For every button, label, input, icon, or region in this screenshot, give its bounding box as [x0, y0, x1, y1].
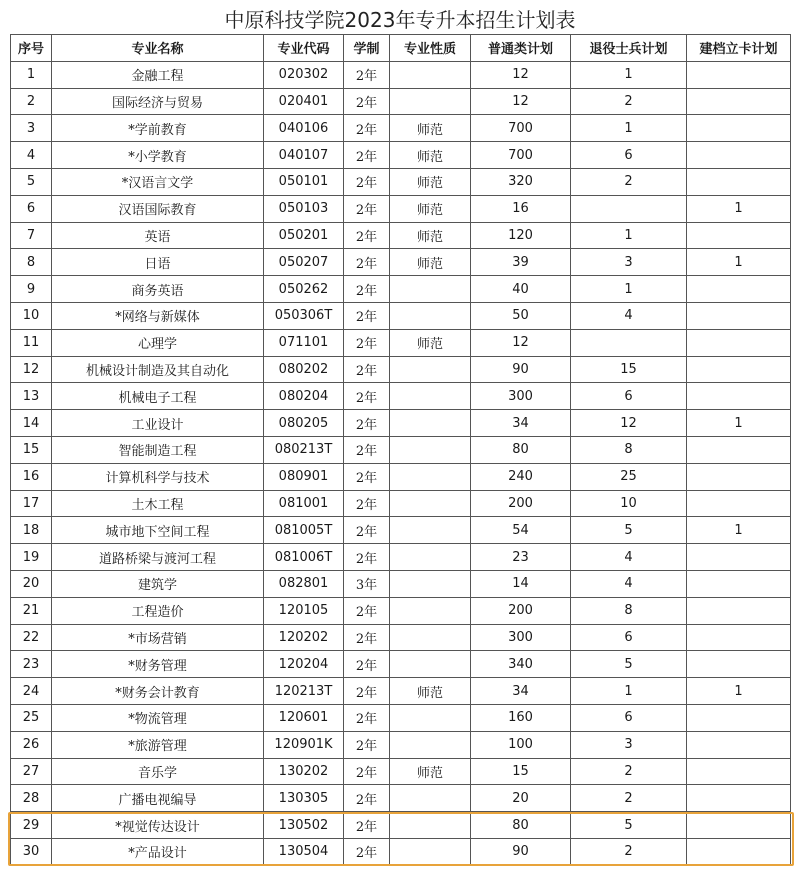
cell-major-name: *小学教育	[52, 142, 264, 169]
cell-duration: 2年	[344, 329, 390, 356]
cell-general-plan: 12	[471, 88, 571, 115]
cell-duration: 2年	[344, 731, 390, 758]
table-row	[11, 88, 791, 115]
cell-major-code: 080213T	[264, 436, 344, 463]
cell-veteran-plan: 8	[571, 597, 687, 624]
cell-poverty-plan	[687, 222, 791, 249]
cell-major-type: 师范	[390, 758, 471, 785]
cell-poverty-plan	[687, 731, 791, 758]
cell-major-type: 师范	[390, 222, 471, 249]
cell-major-code: 050201	[264, 222, 344, 249]
cell-index: 7	[11, 222, 52, 249]
cell-index: 3	[11, 115, 52, 142]
cell-major-type	[390, 61, 471, 88]
cell-poverty-plan	[687, 276, 791, 303]
cell-veteran-plan: 1	[571, 115, 687, 142]
col-header-duration: 学制	[344, 35, 390, 62]
table-row	[11, 597, 791, 624]
cell-duration: 2年	[344, 597, 390, 624]
cell-poverty-plan	[687, 88, 791, 115]
cell-index: 6	[11, 195, 52, 222]
cell-major-code: 130502	[264, 812, 344, 839]
cell-general-plan: 90	[471, 838, 571, 865]
table-row	[11, 276, 791, 303]
table-row	[11, 570, 791, 597]
cell-poverty-plan: 1	[687, 678, 791, 705]
cell-poverty-plan: 1	[687, 249, 791, 276]
cell-index: 10	[11, 302, 52, 329]
cell-index: 14	[11, 410, 52, 437]
cell-veteran-plan: 2	[571, 838, 687, 865]
cell-major-code: 080204	[264, 383, 344, 410]
cell-major-type	[390, 624, 471, 651]
cell-major-code: 081006T	[264, 544, 344, 571]
cell-major-name: 心理学	[52, 329, 264, 356]
cell-index: 27	[11, 758, 52, 785]
cell-general-plan: 80	[471, 812, 571, 839]
cell-poverty-plan	[687, 597, 791, 624]
cell-general-plan: 14	[471, 570, 571, 597]
cell-major-name: 计算机科学与技术	[52, 463, 264, 490]
cell-veteran-plan: 6	[571, 704, 687, 731]
cell-poverty-plan	[687, 329, 791, 356]
cell-major-code: 130305	[264, 785, 344, 812]
cell-veteran-plan: 1	[571, 222, 687, 249]
cell-duration: 2年	[344, 624, 390, 651]
cell-major-type	[390, 651, 471, 678]
cell-veteran-plan: 5	[571, 812, 687, 839]
table-row	[11, 812, 791, 839]
cell-major-name: *网络与新媒体	[52, 302, 264, 329]
cell-index: 12	[11, 356, 52, 383]
cell-poverty-plan	[687, 758, 791, 785]
cell-veteran-plan	[571, 329, 687, 356]
cell-major-code: 080901	[264, 463, 344, 490]
cell-major-name: 工程造价	[52, 597, 264, 624]
cell-index: 1	[11, 61, 52, 88]
cell-poverty-plan	[687, 356, 791, 383]
cell-major-type: 师范	[390, 115, 471, 142]
cell-index: 18	[11, 517, 52, 544]
cell-general-plan: 80	[471, 436, 571, 463]
cell-major-type	[390, 436, 471, 463]
cell-major-name: 机械设计制造及其自动化	[52, 356, 264, 383]
cell-duration: 2年	[344, 115, 390, 142]
cell-poverty-plan	[687, 838, 791, 865]
cell-veteran-plan: 2	[571, 785, 687, 812]
table-row	[11, 490, 791, 517]
table-row	[11, 624, 791, 651]
cell-veteran-plan: 25	[571, 463, 687, 490]
cell-veteran-plan: 4	[571, 570, 687, 597]
cell-major-type	[390, 570, 471, 597]
cell-general-plan: 160	[471, 704, 571, 731]
cell-major-code: 082801	[264, 570, 344, 597]
cell-index: 9	[11, 276, 52, 303]
cell-veteran-plan	[571, 195, 687, 222]
cell-index: 8	[11, 249, 52, 276]
header-row	[11, 35, 791, 62]
cell-duration: 2年	[344, 356, 390, 383]
cell-veteran-plan: 5	[571, 651, 687, 678]
cell-duration: 3年	[344, 570, 390, 597]
cell-major-type	[390, 383, 471, 410]
col-header-general-plan: 普通类计划	[471, 35, 571, 62]
table-row	[11, 195, 791, 222]
col-header-veteran-plan: 退役士兵计划	[571, 35, 687, 62]
cell-index: 25	[11, 704, 52, 731]
cell-poverty-plan	[687, 570, 791, 597]
cell-duration: 2年	[344, 222, 390, 249]
cell-veteran-plan: 1	[571, 276, 687, 303]
cell-general-plan: 90	[471, 356, 571, 383]
cell-index: 5	[11, 168, 52, 195]
cell-duration: 2年	[344, 383, 390, 410]
cell-general-plan: 12	[471, 329, 571, 356]
table-row	[11, 651, 791, 678]
cell-general-plan: 40	[471, 276, 571, 303]
cell-major-code: 130202	[264, 758, 344, 785]
cell-major-name: *视觉传达设计	[52, 812, 264, 839]
cell-major-name: 国际经济与贸易	[52, 88, 264, 115]
cell-major-code: 050262	[264, 276, 344, 303]
cell-poverty-plan: 1	[687, 195, 791, 222]
cell-general-plan: 39	[471, 249, 571, 276]
cell-poverty-plan	[687, 302, 791, 329]
cell-general-plan: 300	[471, 624, 571, 651]
table-row	[11, 544, 791, 571]
table-row	[11, 302, 791, 329]
cell-index: 15	[11, 436, 52, 463]
cell-general-plan: 340	[471, 651, 571, 678]
cell-major-code: 081001	[264, 490, 344, 517]
cell-general-plan: 20	[471, 785, 571, 812]
cell-duration: 2年	[344, 651, 390, 678]
cell-major-code: 130504	[264, 838, 344, 865]
cell-poverty-plan	[687, 624, 791, 651]
table-row	[11, 436, 791, 463]
cell-major-name: *产品设计	[52, 838, 264, 865]
table-row	[11, 838, 791, 865]
table-row	[11, 142, 791, 169]
cell-veteran-plan: 12	[571, 410, 687, 437]
cell-general-plan: 34	[471, 678, 571, 705]
col-header-code: 专业代码	[264, 35, 344, 62]
cell-major-type: 师范	[390, 249, 471, 276]
cell-major-name: 汉语国际教育	[52, 195, 264, 222]
cell-major-type	[390, 838, 471, 865]
cell-major-type	[390, 812, 471, 839]
cell-index: 23	[11, 651, 52, 678]
cell-major-code: 020401	[264, 88, 344, 115]
cell-major-type	[390, 302, 471, 329]
cell-major-name: 广播电视编导	[52, 785, 264, 812]
cell-index: 4	[11, 142, 52, 169]
cell-index: 24	[11, 678, 52, 705]
cell-poverty-plan	[687, 115, 791, 142]
cell-poverty-plan	[687, 463, 791, 490]
cell-general-plan: 320	[471, 168, 571, 195]
cell-major-name: 音乐学	[52, 758, 264, 785]
cell-veteran-plan: 10	[571, 490, 687, 517]
cell-major-type	[390, 731, 471, 758]
cell-general-plan: 15	[471, 758, 571, 785]
cell-major-type: 师范	[390, 329, 471, 356]
cell-major-name: 商务英语	[52, 276, 264, 303]
cell-major-type	[390, 544, 471, 571]
cell-index: 17	[11, 490, 52, 517]
cell-poverty-plan	[687, 142, 791, 169]
table-row	[11, 168, 791, 195]
table-row	[11, 463, 791, 490]
cell-major-code: 080205	[264, 410, 344, 437]
cell-major-name: 工业设计	[52, 410, 264, 437]
enrollment-plan-table	[10, 34, 791, 866]
cell-major-name: 道路桥梁与渡河工程	[52, 544, 264, 571]
cell-major-code: 050101	[264, 168, 344, 195]
cell-duration: 2年	[344, 463, 390, 490]
table-row	[11, 222, 791, 249]
cell-veteran-plan: 1	[571, 678, 687, 705]
cell-major-code: 120204	[264, 651, 344, 678]
cell-general-plan: 23	[471, 544, 571, 571]
cell-major-code: 120901K	[264, 731, 344, 758]
table-row	[11, 410, 791, 437]
cell-general-plan: 700	[471, 142, 571, 169]
cell-duration: 2年	[344, 61, 390, 88]
cell-index: 26	[11, 731, 52, 758]
cell-duration: 2年	[344, 490, 390, 517]
cell-major-type	[390, 463, 471, 490]
table-row	[11, 383, 791, 410]
table-row	[11, 115, 791, 142]
table-row	[11, 249, 791, 276]
cell-poverty-plan	[687, 651, 791, 678]
cell-major-code: 120601	[264, 704, 344, 731]
cell-major-name: 日语	[52, 249, 264, 276]
cell-index: 11	[11, 329, 52, 356]
cell-veteran-plan: 2	[571, 168, 687, 195]
cell-poverty-plan	[687, 168, 791, 195]
cell-duration: 2年	[344, 704, 390, 731]
cell-major-name: 智能制造工程	[52, 436, 264, 463]
cell-major-code: 050207	[264, 249, 344, 276]
cell-veteran-plan: 2	[571, 758, 687, 785]
col-header-major: 专业名称	[52, 35, 264, 62]
cell-veteran-plan: 3	[571, 249, 687, 276]
cell-major-code: 120202	[264, 624, 344, 651]
cell-major-type	[390, 490, 471, 517]
cell-index: 13	[11, 383, 52, 410]
cell-major-code: 120213T	[264, 678, 344, 705]
cell-duration: 2年	[344, 812, 390, 839]
cell-general-plan: 50	[471, 302, 571, 329]
cell-major-type	[390, 517, 471, 544]
cell-major-type	[390, 597, 471, 624]
cell-general-plan: 16	[471, 195, 571, 222]
cell-poverty-plan	[687, 436, 791, 463]
cell-major-type	[390, 276, 471, 303]
cell-general-plan: 700	[471, 115, 571, 142]
cell-major-code: 071101	[264, 329, 344, 356]
cell-general-plan: 240	[471, 463, 571, 490]
cell-veteran-plan: 2	[571, 88, 687, 115]
cell-major-name: *汉语言文学	[52, 168, 264, 195]
cell-major-code: 081005T	[264, 517, 344, 544]
cell-duration: 2年	[344, 249, 390, 276]
cell-major-type: 师范	[390, 195, 471, 222]
cell-index: 19	[11, 544, 52, 571]
cell-duration: 2年	[344, 436, 390, 463]
cell-veteran-plan: 4	[571, 302, 687, 329]
cell-general-plan: 54	[471, 517, 571, 544]
cell-major-name: *财务会计教育	[52, 678, 264, 705]
col-header-poverty-plan: 建档立卡计划	[687, 35, 791, 62]
cell-major-code: 040106	[264, 115, 344, 142]
cell-major-name: *旅游管理	[52, 731, 264, 758]
cell-major-type: 师范	[390, 168, 471, 195]
cell-duration: 2年	[344, 142, 390, 169]
cell-index: 16	[11, 463, 52, 490]
cell-poverty-plan: 1	[687, 517, 791, 544]
cell-general-plan: 200	[471, 490, 571, 517]
cell-poverty-plan	[687, 383, 791, 410]
table-row	[11, 517, 791, 544]
cell-veteran-plan: 4	[571, 544, 687, 571]
cell-duration: 2年	[344, 276, 390, 303]
table-row	[11, 731, 791, 758]
cell-index: 28	[11, 785, 52, 812]
cell-major-name: 建筑学	[52, 570, 264, 597]
cell-major-type	[390, 356, 471, 383]
cell-index: 22	[11, 624, 52, 651]
cell-duration: 2年	[344, 168, 390, 195]
cell-major-type: 师范	[390, 678, 471, 705]
cell-duration: 2年	[344, 758, 390, 785]
cell-poverty-plan	[687, 544, 791, 571]
col-header-index: 序号	[11, 35, 52, 62]
cell-index: 30	[11, 838, 52, 865]
cell-veteran-plan: 6	[571, 624, 687, 651]
col-header-type: 专业性质	[390, 35, 471, 62]
cell-duration: 2年	[344, 410, 390, 437]
table-row	[11, 785, 791, 812]
cell-veteran-plan: 1	[571, 61, 687, 88]
cell-poverty-plan	[687, 785, 791, 812]
cell-duration: 2年	[344, 88, 390, 115]
cell-duration: 2年	[344, 302, 390, 329]
cell-major-type: 师范	[390, 142, 471, 169]
cell-poverty-plan: 1	[687, 410, 791, 437]
cell-major-type	[390, 410, 471, 437]
cell-duration: 2年	[344, 678, 390, 705]
cell-general-plan: 100	[471, 731, 571, 758]
cell-veteran-plan: 3	[571, 731, 687, 758]
cell-general-plan: 12	[471, 61, 571, 88]
cell-general-plan: 120	[471, 222, 571, 249]
cell-major-code: 020302	[264, 61, 344, 88]
cell-major-name: 城市地下空间工程	[52, 517, 264, 544]
table-row	[11, 758, 791, 785]
cell-general-plan: 200	[471, 597, 571, 624]
cell-major-code: 050103	[264, 195, 344, 222]
cell-index: 20	[11, 570, 52, 597]
cell-major-type	[390, 704, 471, 731]
cell-major-code: 120105	[264, 597, 344, 624]
cell-major-name: *物流管理	[52, 704, 264, 731]
cell-major-type	[390, 785, 471, 812]
table-row	[11, 356, 791, 383]
cell-major-name: 机械电子工程	[52, 383, 264, 410]
page-title: 中原科技学院2023年专升本招生计划表	[224, 8, 576, 32]
cell-index: 29	[11, 812, 52, 839]
cell-veteran-plan: 6	[571, 142, 687, 169]
cell-veteran-plan: 6	[571, 383, 687, 410]
cell-major-code: 080202	[264, 356, 344, 383]
cell-index: 2	[11, 88, 52, 115]
cell-duration: 2年	[344, 517, 390, 544]
cell-veteran-plan: 15	[571, 356, 687, 383]
cell-poverty-plan	[687, 812, 791, 839]
cell-poverty-plan	[687, 490, 791, 517]
cell-veteran-plan: 8	[571, 436, 687, 463]
cell-major-code: 050306T	[264, 302, 344, 329]
cell-major-name: *学前教育	[52, 115, 264, 142]
cell-index: 21	[11, 597, 52, 624]
cell-poverty-plan	[687, 61, 791, 88]
table-row	[11, 61, 791, 88]
table-row	[11, 704, 791, 731]
table-row	[11, 678, 791, 705]
cell-major-name: 英语	[52, 222, 264, 249]
cell-veteran-plan: 5	[571, 517, 687, 544]
table-row	[11, 329, 791, 356]
cell-duration: 2年	[344, 544, 390, 571]
cell-major-code: 040107	[264, 142, 344, 169]
cell-major-name: 土木工程	[52, 490, 264, 517]
cell-major-name: 金融工程	[52, 61, 264, 88]
cell-major-type	[390, 88, 471, 115]
cell-poverty-plan	[687, 704, 791, 731]
cell-duration: 2年	[344, 838, 390, 865]
cell-major-name: *市场营销	[52, 624, 264, 651]
cell-general-plan: 300	[471, 383, 571, 410]
cell-duration: 2年	[344, 195, 390, 222]
cell-major-name: *财务管理	[52, 651, 264, 678]
cell-general-plan: 34	[471, 410, 571, 437]
cell-duration: 2年	[344, 785, 390, 812]
